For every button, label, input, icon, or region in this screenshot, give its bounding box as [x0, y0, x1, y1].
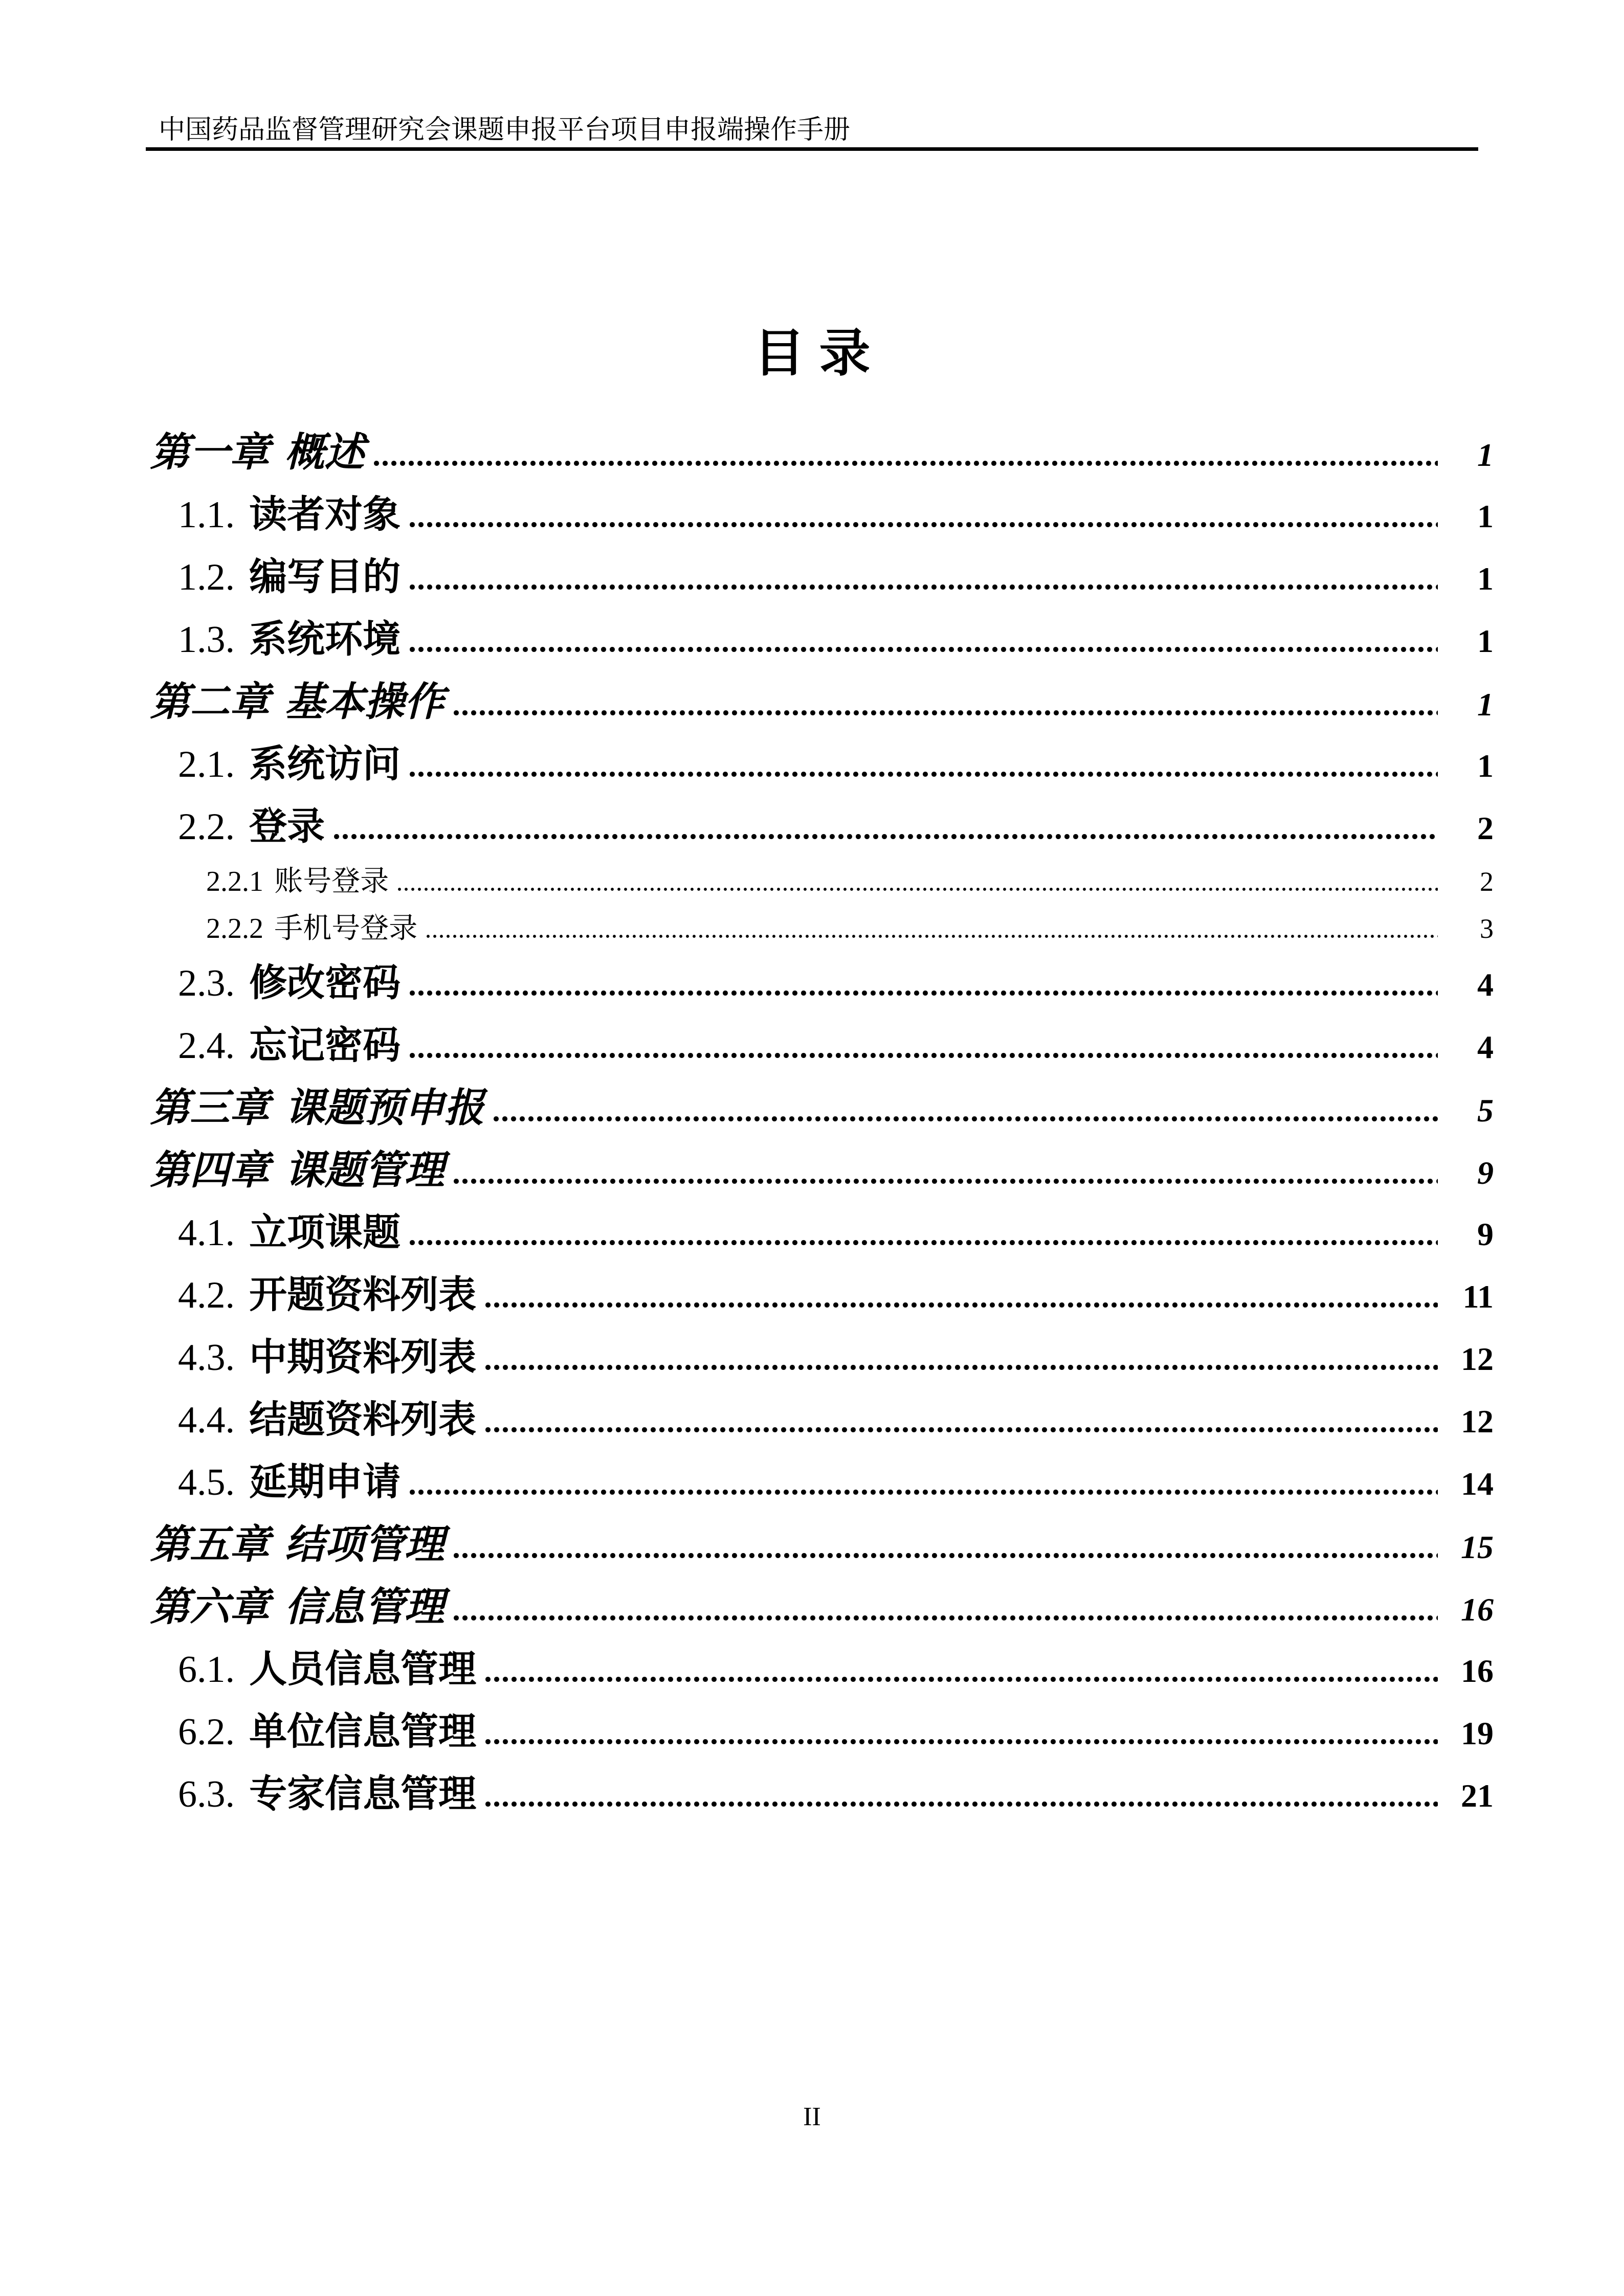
- toc-entry-page: 1: [1477, 686, 1494, 723]
- toc-entry[interactable]: [150, 796, 1494, 858]
- toc-entry-page: 4: [1477, 1029, 1494, 1065]
- dot-leader: [410, 991, 1438, 996]
- toc-entry-title: 结项管理: [284, 1522, 444, 1567]
- toc-entry-number: 1.2.: [178, 556, 235, 598]
- toc-entry-page: 15: [1461, 1529, 1494, 1565]
- toc-entry-title: 忘记密码: [249, 1025, 401, 1067]
- toc-entry-title: 中期资料列表: [249, 1337, 477, 1379]
- toc-entry-page: 9: [1477, 1216, 1494, 1252]
- toc-entry-page: 21: [1461, 1777, 1494, 1814]
- toc-entry[interactable]: [150, 1326, 1494, 1389]
- toc-entry[interactable]: [150, 1139, 1494, 1202]
- toc-entry[interactable]: [150, 671, 1494, 733]
- toc-entry-page: 16: [1461, 1653, 1494, 1689]
- toc-entry-title: 人员信息管理: [249, 1649, 477, 1691]
- toc-entry[interactable]: [150, 1451, 1494, 1514]
- toc-entry-page: 11: [1462, 1278, 1494, 1315]
- toc-entry[interactable]: [150, 1389, 1494, 1451]
- toc-entry-title: 专家信息管理: [249, 1773, 477, 1815]
- toc-entry[interactable]: [150, 421, 1494, 484]
- toc-entry-page: 1: [1477, 498, 1494, 534]
- toc-entry[interactable]: [150, 952, 1494, 1015]
- dot-leader: [454, 1179, 1438, 1184]
- toc-entry-number: 4.2.: [178, 1274, 235, 1316]
- toc-entry-page: 16: [1461, 1591, 1494, 1628]
- toc-entry[interactable]: [150, 1264, 1494, 1326]
- toc-entry-title: 编写目的: [249, 556, 401, 598]
- toc-entry-title: 课题管理: [284, 1148, 444, 1192]
- toc-entry-number: 2.3.: [178, 962, 235, 1004]
- toc-entry-number: 第六章: [150, 1585, 270, 1629]
- toc-entry-title: 课题预申报: [284, 1086, 484, 1130]
- page-number: II: [803, 2102, 821, 2131]
- page-header-title: 中国药品监督管理研究会课题申报平台项目申报端操作手册: [159, 116, 851, 145]
- dot-leader: [485, 1427, 1438, 1432]
- toc-entry[interactable]: [150, 1077, 1494, 1139]
- toc-entry-title: 开题资料列表: [249, 1274, 477, 1316]
- toc-entry-title: 信息管理: [284, 1585, 444, 1629]
- toc-entry-page: 3: [1480, 913, 1494, 944]
- toc-entry-title: 概述: [284, 430, 365, 475]
- toc-title: 目录: [753, 325, 885, 382]
- toc-entry-title: 延期申请: [249, 1461, 401, 1503]
- toc-entry-title: 基本操作: [284, 680, 444, 724]
- dot-leader: [374, 461, 1438, 466]
- toc-entry[interactable]: [150, 546, 1494, 609]
- toc-entry-page: 19: [1461, 1715, 1494, 1751]
- toc-entry-number: 第五章: [150, 1522, 270, 1567]
- toc-entry[interactable]: [150, 1015, 1494, 1077]
- toc-entry-number: 2.4.: [178, 1025, 235, 1067]
- dot-leader: [427, 935, 1438, 938]
- toc-entry-title: 登录: [249, 806, 325, 848]
- toc-entry-number: 4.1.: [178, 1212, 235, 1254]
- toc-entry-title: 读者对象: [249, 494, 401, 536]
- dot-leader: [454, 710, 1438, 715]
- toc-entry-number: 6.3.: [178, 1773, 235, 1815]
- dot-leader: [485, 1302, 1438, 1308]
- toc-entry-number: 6.1.: [178, 1649, 235, 1691]
- toc-entry-page: 1: [1477, 437, 1494, 473]
- toc-entry-title: 修改密码: [249, 962, 401, 1004]
- toc-entry[interactable]: [150, 1514, 1494, 1576]
- dot-leader: [410, 1240, 1438, 1245]
- toc-entry-page: 1: [1477, 748, 1494, 784]
- toc-entry-title: 手机号登录: [274, 913, 418, 944]
- toc-entry-number: 第四章: [150, 1148, 270, 1192]
- dot-leader: [485, 1365, 1438, 1370]
- dot-leader: [334, 834, 1438, 839]
- dot-leader: [485, 1802, 1438, 1807]
- dot-leader: [410, 772, 1438, 777]
- toc-entry[interactable]: [150, 1576, 1494, 1638]
- toc-entry-title: 系统环境: [249, 619, 401, 661]
- dot-leader: [410, 1053, 1438, 1058]
- toc-entry[interactable]: [150, 1202, 1494, 1264]
- dot-leader: [485, 1677, 1438, 1682]
- toc-entry-title: 系统访问: [249, 744, 401, 785]
- dot-leader: [494, 1116, 1438, 1121]
- toc-entry-number: 4.3.: [178, 1337, 235, 1379]
- toc-entry-number: 2.2.: [178, 806, 235, 848]
- toc-entry-page: 2: [1477, 810, 1494, 846]
- toc-entry-page: 9: [1477, 1155, 1494, 1191]
- toc-entry-page: 12: [1461, 1341, 1494, 1377]
- toc-entry-number: 1.3.: [178, 619, 235, 661]
- toc-entry-page: 12: [1461, 1403, 1494, 1439]
- dot-leader: [454, 1615, 1438, 1620]
- toc-entry[interactable]: [150, 609, 1494, 671]
- dot-leader: [485, 1739, 1438, 1744]
- dot-leader: [454, 1553, 1438, 1558]
- toc-entry-number: 6.2.: [178, 1711, 235, 1753]
- toc-entry-page: 2: [1480, 866, 1494, 897]
- toc-entry-number: 4.4.: [178, 1399, 235, 1441]
- toc-entry[interactable]: [150, 1638, 1494, 1701]
- toc-entry[interactable]: [150, 484, 1494, 546]
- toc-entry-page: 5: [1477, 1092, 1494, 1129]
- toc-entry-number: 4.5.: [178, 1461, 235, 1503]
- toc-entry-number: 1.1.: [178, 494, 235, 536]
- toc-entry-number: 2.2.2: [206, 913, 263, 944]
- toc-entry-number: 2.2.1: [206, 866, 263, 897]
- toc-entry-title: 单位信息管理: [249, 1711, 477, 1753]
- toc-entry[interactable]: [150, 858, 1494, 905]
- toc-entry-title: 结题资料列表: [249, 1399, 477, 1441]
- toc-entry-number: 2.1.: [178, 744, 235, 785]
- dot-leader: [410, 584, 1438, 590]
- dot-leader: [410, 1490, 1438, 1495]
- toc-entry-title: 立项课题: [249, 1212, 401, 1254]
- toc-entry-title: 账号登录: [274, 866, 389, 897]
- toc-entry[interactable]: [150, 905, 1494, 952]
- toc-entry-page: 1: [1477, 560, 1494, 597]
- page-footer: [0, 2102, 1624, 2132]
- toc-entry[interactable]: [150, 1701, 1494, 1763]
- toc-entry-number: 第三章: [150, 1086, 270, 1130]
- dot-leader: [410, 647, 1438, 652]
- toc-entry-page: 1: [1477, 623, 1494, 659]
- toc-entry[interactable]: [150, 733, 1494, 796]
- dot-leader: [410, 522, 1438, 527]
- dot-leader: [398, 888, 1438, 891]
- toc-entry[interactable]: [150, 1763, 1494, 1826]
- header-rule: [146, 147, 1478, 151]
- toc-entry-page: 4: [1477, 966, 1494, 1003]
- toc-entry-number: 第二章: [150, 680, 270, 724]
- toc-entry-number: 第一章: [150, 430, 270, 475]
- toc-entry-page: 14: [1461, 1466, 1494, 1502]
- table-of-contents: [150, 421, 1494, 1826]
